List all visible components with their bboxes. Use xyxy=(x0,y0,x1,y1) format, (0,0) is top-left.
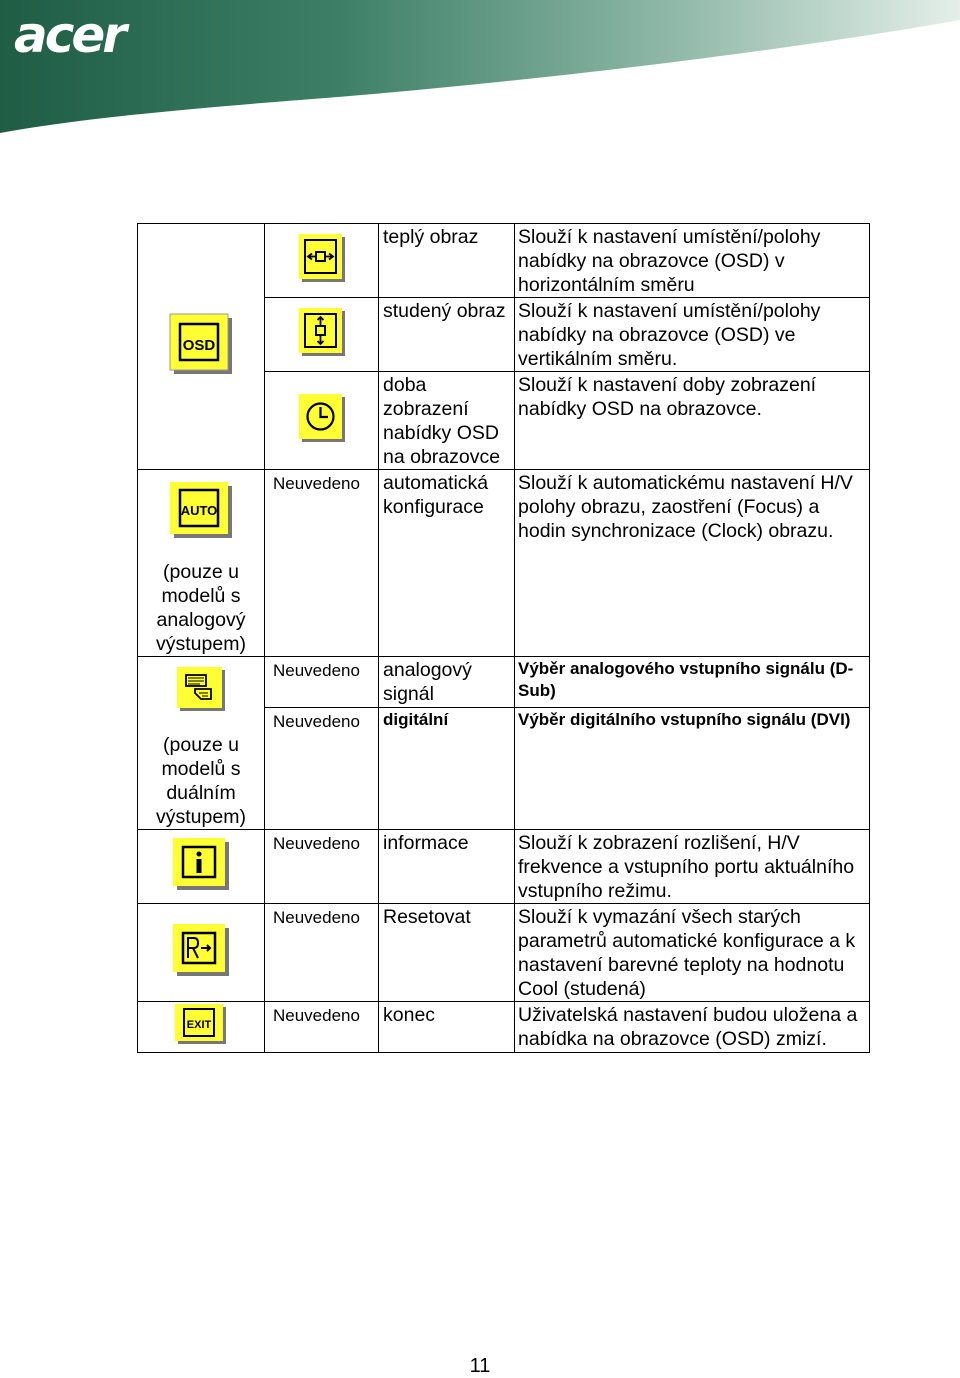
item-name: doba zobrazení nabídky OSD na obrazovce xyxy=(379,372,515,470)
input-select-icon-cell xyxy=(138,657,265,830)
item-description: Slouží k nastavení umístění/polohy nabídky na obrazovce (OSD) ve vertikálním směru. xyxy=(515,298,870,372)
item-name: teplý obraz xyxy=(379,224,515,298)
svg-text:OSD: OSD xyxy=(182,336,216,354)
clock-icon-cell xyxy=(265,372,379,470)
not-available-label: Neuvedeno xyxy=(265,830,379,904)
not-available-label: Neuvedeno xyxy=(265,904,379,1002)
auto-config-icon-cell xyxy=(138,470,265,657)
svg-text:AUTO: AUTO xyxy=(180,503,218,518)
osd-menu-icon-cell xyxy=(138,224,265,470)
info-icon xyxy=(171,836,231,892)
dual-models-note: (pouze u modelů s duálním výstupem) xyxy=(156,734,246,828)
info-icon-cell xyxy=(138,830,265,904)
item-description: Slouží k automatickému nastavení H/V polohy obrazu, zaostření (Focus) a hodin synchronizace (Clock) obrazu. xyxy=(515,470,870,657)
reset-icon-cell xyxy=(138,904,265,1002)
item-name: analogový signál xyxy=(379,657,515,708)
v-position-icon-cell xyxy=(265,298,379,372)
exit-icon-cell xyxy=(138,1002,265,1053)
clock-icon xyxy=(297,392,347,444)
item-name: Resetovat xyxy=(379,904,515,1002)
item-description: Slouží k zobrazení rozlišení, H/V frekvence a vstupního portu aktuálního vstupního režimu. xyxy=(515,830,870,904)
v-position-icon xyxy=(297,306,347,358)
item-name: studený obraz xyxy=(379,298,515,372)
item-description: Uživatelská nastavení budou uložena a nabídka na obrazovce (OSD) zmizí. xyxy=(515,1002,870,1053)
item-name: automatická konfigurace xyxy=(379,470,515,657)
acer-logo: acer xyxy=(14,6,124,64)
not-available-label: Neuvedeno xyxy=(265,470,379,657)
not-available-label: Neuvedeno xyxy=(265,707,379,829)
item-description: Výběr analogového vstupního signálu (D-Sub) xyxy=(515,657,870,708)
item-description: Slouží k nastavení doby zobrazení nabídky OSD na obrazovce. xyxy=(515,372,870,470)
item-name: digitální xyxy=(379,707,515,829)
h-position-icon-cell xyxy=(265,224,379,298)
item-description: Slouží k vymazání všech starých parametrů automatické konfigurace a k nastavení barevné teploty na hodnotu Cool (studená) xyxy=(515,904,870,1002)
page-number: 11 xyxy=(469,1355,491,1377)
auto-icon xyxy=(168,480,234,540)
osd-icon xyxy=(168,312,234,376)
h-position-icon xyxy=(297,232,347,284)
item-description: Výběr digitálního vstupního signálu (DVI) xyxy=(515,707,870,829)
item-name: informace xyxy=(379,830,515,904)
input-select-icon xyxy=(175,665,227,713)
header-banner xyxy=(0,0,960,135)
item-name: konec xyxy=(379,1002,515,1053)
svg-text:EXIT: EXIT xyxy=(186,1019,212,1031)
exit-icon xyxy=(173,1002,229,1046)
analog-models-note: (pouze u modelů s analogový výstupem) xyxy=(156,561,246,655)
item-description: Slouží k nastavení umístění/polohy nabídky na obrazovce (OSD) v horizontálním směru xyxy=(515,224,870,298)
not-available-label: Neuvedeno xyxy=(265,657,379,708)
not-available-label: Neuvedeno xyxy=(265,1002,379,1053)
osd-function-table xyxy=(137,223,870,1053)
reset-icon xyxy=(171,922,231,978)
